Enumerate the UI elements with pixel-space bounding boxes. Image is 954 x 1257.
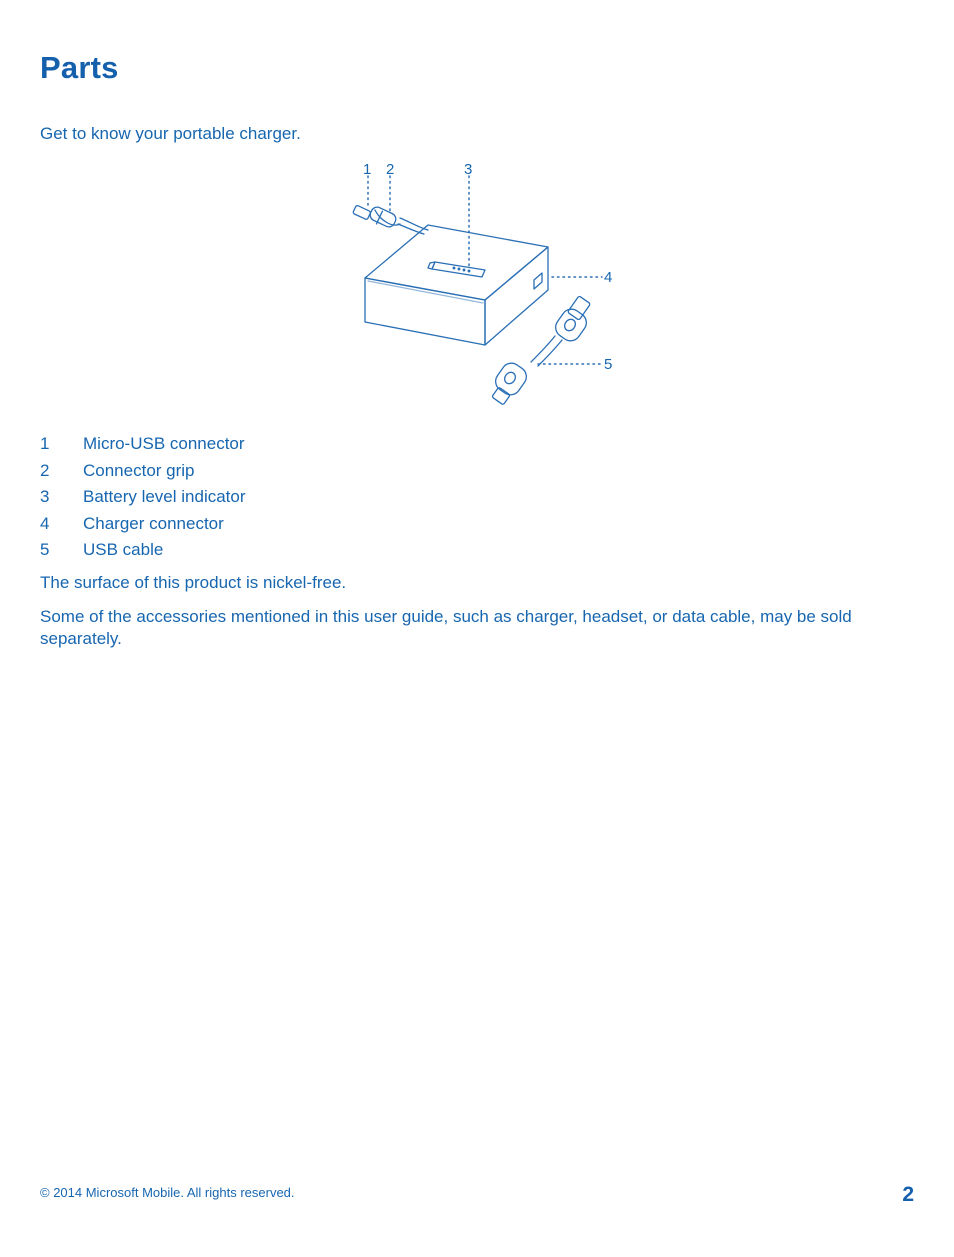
callout-5: 5 <box>604 356 613 373</box>
part-label: Connector grip <box>83 460 195 480</box>
list-item <box>40 431 246 458</box>
part-label: Battery level indicator <box>83 487 246 506</box>
part-number: 5 <box>40 540 50 559</box>
callout-1: 1 <box>363 161 372 178</box>
battery-level-indicator <box>428 262 485 277</box>
callout-4: 4 <box>604 269 613 286</box>
part-label: Charger connector <box>83 513 224 533</box>
part-number: 4 <box>40 513 50 533</box>
parts-list <box>40 431 246 564</box>
part-number: 2 <box>40 460 50 480</box>
charger-port <box>534 273 542 289</box>
callout-3: 3 <box>464 161 473 178</box>
charger-illustration <box>340 150 630 415</box>
nickel-free-note: The surface of this product is nickel-free. <box>40 573 347 592</box>
part-label: Micro-USB connector <box>83 434 245 453</box>
list-item <box>40 458 246 485</box>
accessories-note: Some of the accessories mentioned in this user guide, such as charger, headset, or data cable, may be sold separately. <box>40 607 852 648</box>
usb-cable <box>492 296 591 405</box>
part-label: USB cable <box>83 540 164 559</box>
page-title: Parts <box>40 50 119 85</box>
charger-body <box>365 225 548 345</box>
part-number: 1 <box>40 434 50 453</box>
list-item <box>40 511 246 538</box>
list-item <box>40 484 246 511</box>
callout-2: 2 <box>386 161 395 178</box>
list-item <box>40 537 246 564</box>
intro-text: Get to know your portable charger. <box>40 124 301 143</box>
footer-copyright: © 2014 Microsoft Mobile. All rights reserved. <box>40 1185 295 1200</box>
part-number: 3 <box>40 487 50 506</box>
page-number: 2 <box>902 1183 914 1206</box>
